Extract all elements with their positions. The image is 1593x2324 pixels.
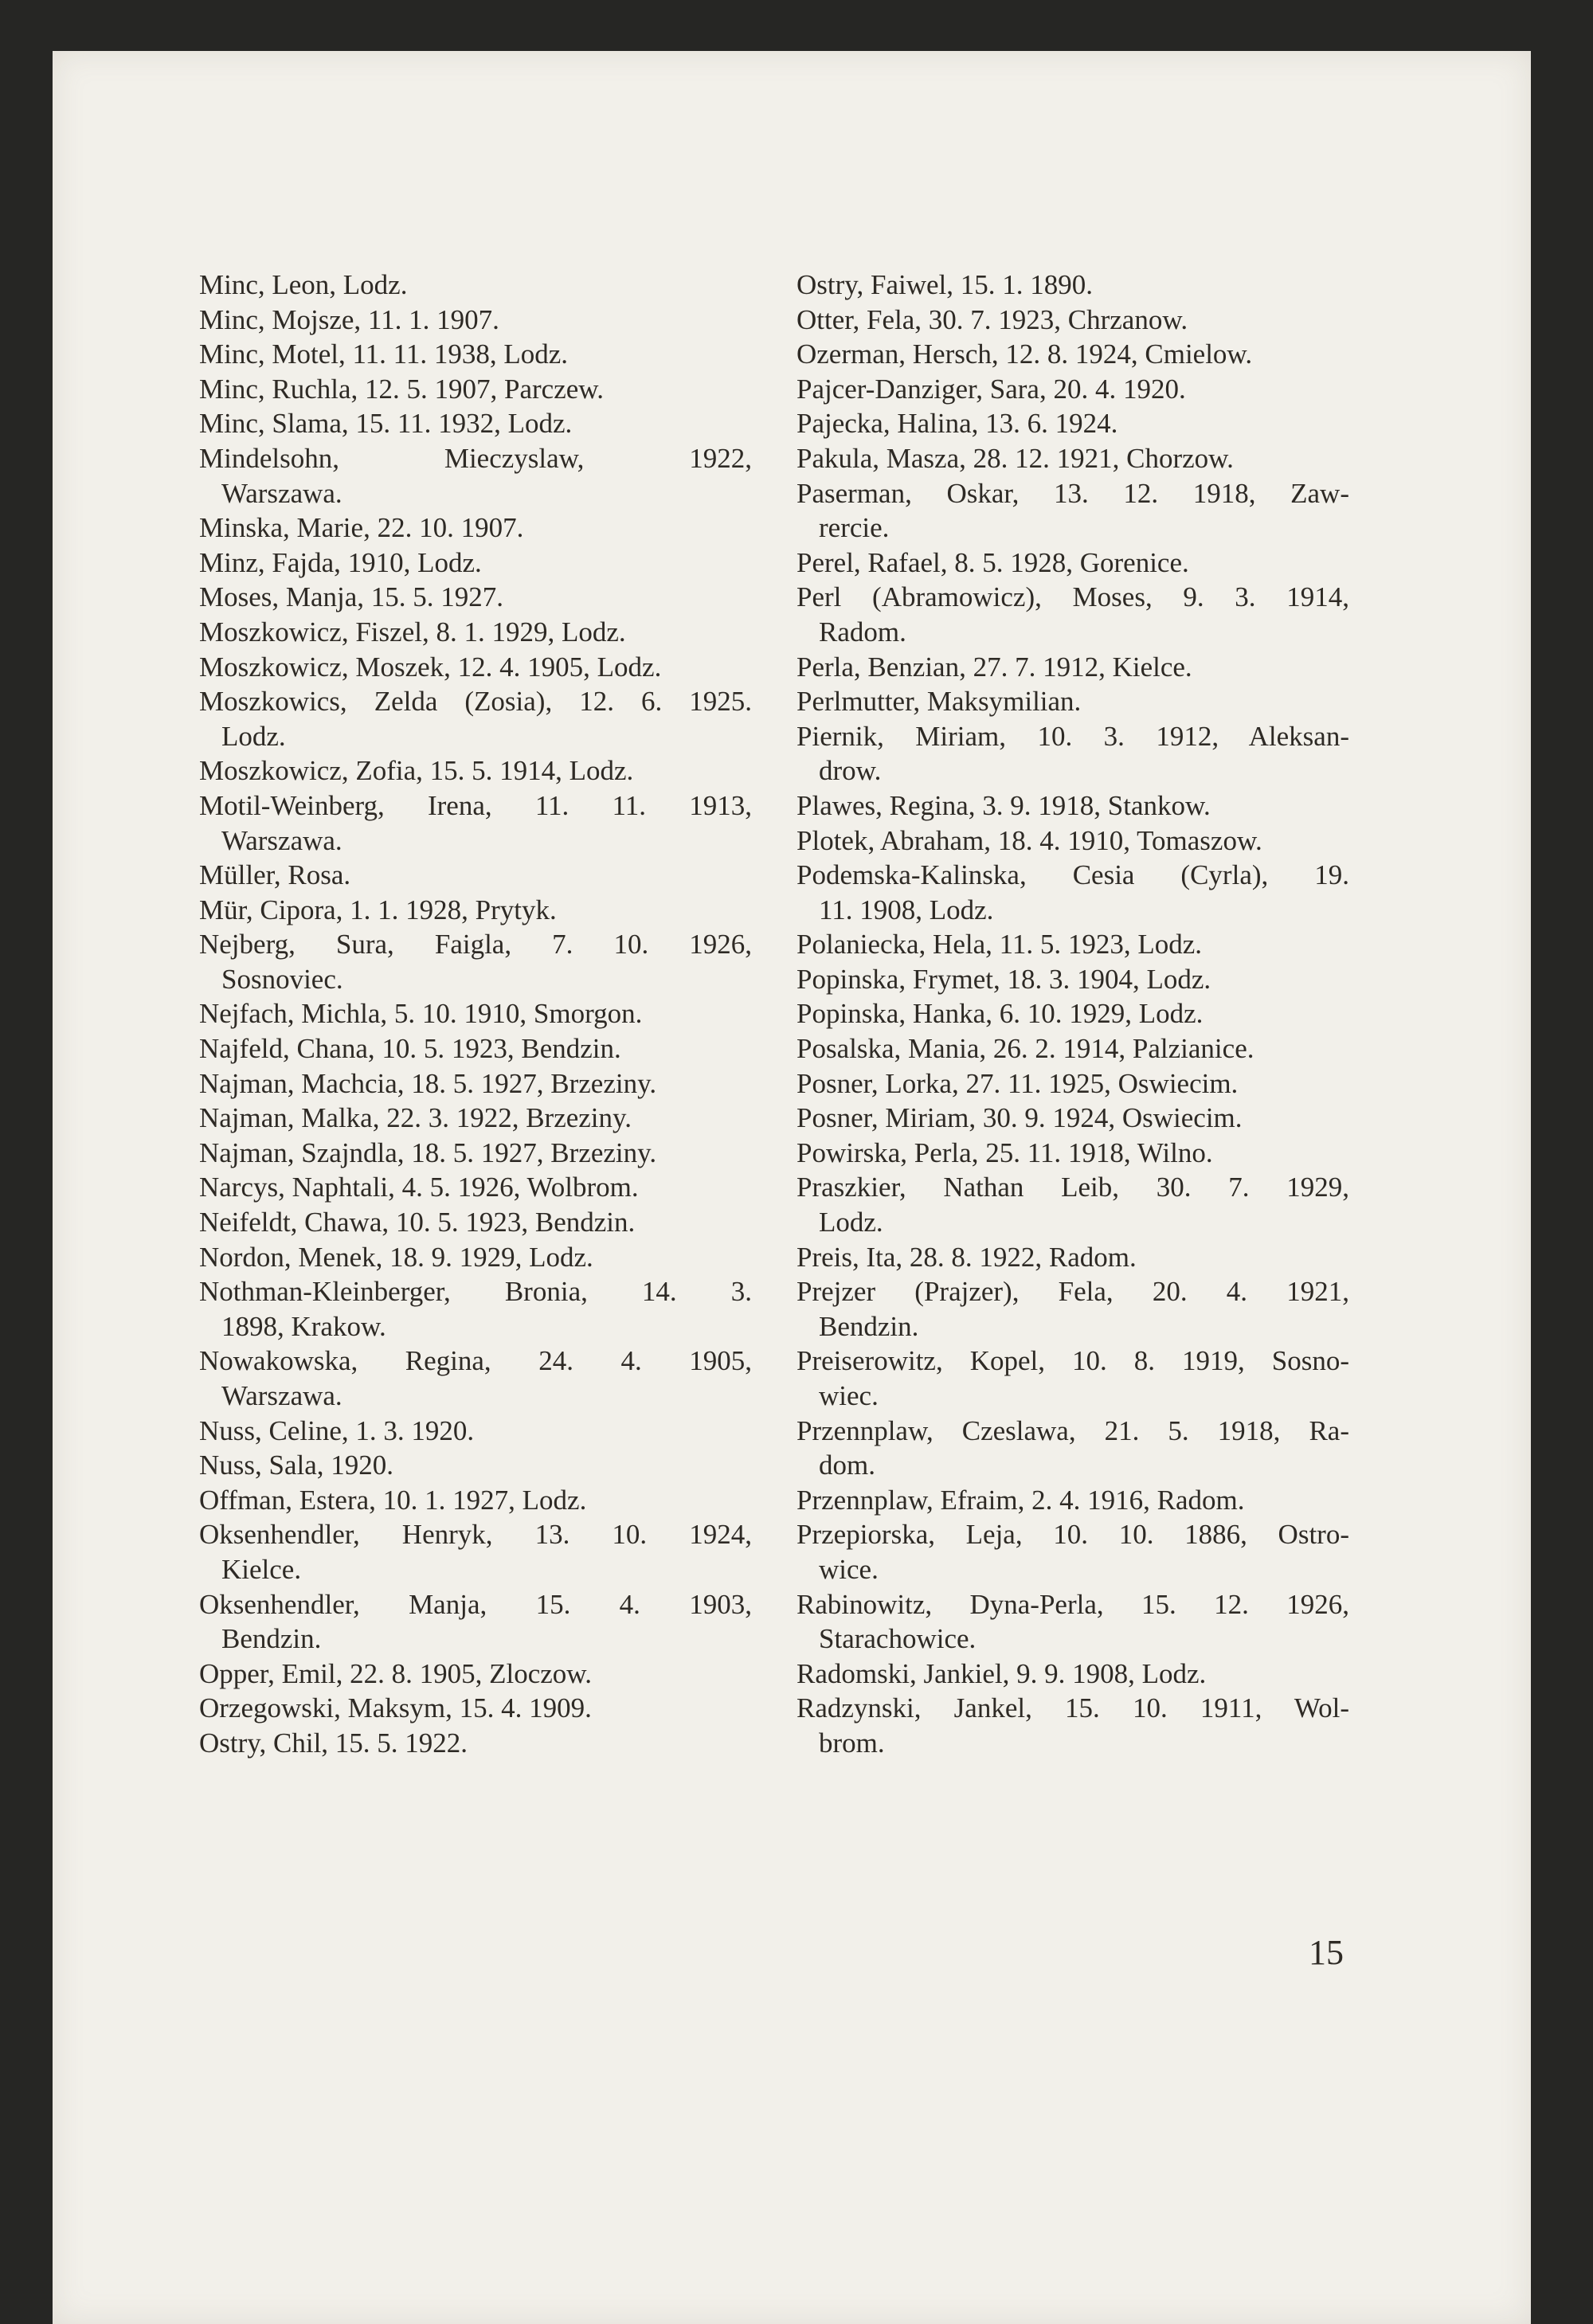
list-entry: [796, 268, 1349, 303]
entry-text: Perlmutter, Maksymilian.: [796, 686, 1082, 718]
entry-text: Offman, Estera, 10. 1. 1927, Lodz.: [199, 1484, 587, 1516]
list-entry: [199, 1344, 752, 1413]
list-entry: [796, 858, 1349, 927]
entry-text: Mindelsohn, Mieczyslaw, 1922,: [199, 442, 752, 474]
entry-continuation: Starachowice.: [819, 1623, 977, 1655]
entry-text: Moszkowicz, Fiszel, 8. 1. 1929, Lodz.: [199, 616, 626, 648]
list-entry: [796, 441, 1349, 476]
list-entry: [796, 1587, 1349, 1657]
list-entry: [796, 476, 1349, 546]
list-entry: [796, 337, 1349, 372]
entry-continuation: brom.: [819, 1727, 885, 1759]
list-entry: [796, 684, 1349, 719]
entry-text: Radzynski, Jankel, 15. 10. 1911, Wol-: [796, 1692, 1349, 1724]
entry-text: Przennplaw, Czeslawa, 21. 5. 1918, Ra-: [796, 1414, 1349, 1446]
entry-text: Minc, Motel, 11. 11. 1938, Lodz.: [199, 338, 569, 370]
entry-text: Podemska-Kalinska, Cesia (Cyrla), 19.: [796, 859, 1349, 891]
list-entry: [199, 268, 752, 303]
entry-text: Popinska, Hanka, 6. 10. 1929, Lodz.: [796, 998, 1204, 1030]
entry-text: Radomski, Jankiel, 9. 9. 1908, Lodz.: [796, 1657, 1207, 1689]
list-entry: [199, 1274, 752, 1344]
entry-text: Moszkowics, Zelda (Zosia), 12. 6. 1925.: [199, 686, 752, 718]
list-entry: [199, 1136, 752, 1171]
list-entry: [199, 511, 752, 546]
entry-text: Minc, Ruchla, 12. 5. 1907, Parczew.: [199, 373, 605, 405]
list-entry: [796, 788, 1349, 824]
list-entry: [796, 1170, 1349, 1239]
list-entry: [796, 650, 1349, 685]
entry-text: Ostry, Chil, 15. 5. 1922.: [199, 1727, 468, 1759]
list-entry: [796, 1031, 1349, 1066]
entry-continuation: Warszawa.: [221, 824, 342, 856]
entry-text: Piernik, Miriam, 10. 3. 1912, Aleksan-: [796, 720, 1349, 752]
entry-text: Powirska, Perla, 25. 11. 1918, Wilno.: [796, 1137, 1213, 1168]
list-entry: [199, 1101, 752, 1136]
entry-text: Pakula, Masza, 28. 12. 1921, Chorzow.: [796, 442, 1234, 474]
list-entry: [796, 824, 1349, 859]
list-entry: [199, 788, 752, 858]
list-entry: [796, 719, 1349, 788]
entry-text: Najman, Machcia, 18. 5. 1927, Brzeziny.: [199, 1067, 657, 1099]
list-entry: [796, 580, 1349, 649]
entry-text: Ostry, Faiwel, 15. 1. 1890.: [796, 269, 1094, 300]
entry-text: Nordon, Menek, 18. 9. 1929, Lodz.: [199, 1241, 593, 1273]
entry-text: Preis, Ita, 28. 8. 1922, Radom.: [796, 1241, 1137, 1273]
list-entry: [199, 1517, 752, 1587]
entry-text: Preiserowitz, Kopel, 10. 8. 1919, Sosno-: [796, 1345, 1349, 1377]
list-entry: [199, 441, 752, 511]
list-entry: [796, 303, 1349, 338]
entry-text: Najman, Malka, 22. 3. 1922, Brzeziny.: [199, 1102, 632, 1134]
list-entry: [199, 1031, 752, 1066]
entry-text: Minc, Leon, Lodz.: [199, 269, 408, 300]
list-entry: [199, 1170, 752, 1205]
list-entry: [796, 1691, 1349, 1760]
entry-text: Przepiorska, Leja, 10. 10. 1886, Ostro-: [796, 1519, 1349, 1551]
list-entry: [199, 927, 752, 996]
entry-text: Müller, Rosa.: [199, 859, 351, 891]
list-entry: [199, 893, 752, 928]
list-entry: [796, 1344, 1349, 1413]
list-entry: [796, 962, 1349, 997]
entry-continuation: wiec.: [819, 1380, 879, 1411]
list-entry: [199, 1483, 752, 1518]
entry-continuation: Lodz.: [819, 1207, 883, 1238]
list-entry: [796, 1066, 1349, 1101]
entry-text: Neifeldt, Chawa, 10. 5. 1923, Bendzin.: [199, 1207, 636, 1238]
entry-continuation: drow.: [819, 755, 882, 787]
entry-text: Praszkier, Nathan Leib, 30. 7. 1929,: [796, 1172, 1349, 1203]
entry-text: Nuss, Sala, 1920.: [199, 1450, 394, 1481]
entry-text: Perla, Benzian, 27. 7. 1912, Kielce.: [796, 651, 1192, 683]
list-entry: [199, 1414, 752, 1449]
entry-text: Polaniecka, Hela, 11. 5. 1923, Lodz.: [796, 929, 1202, 961]
entry-text: Posner, Miriam, 30. 9. 1924, Oswiecim.: [796, 1102, 1243, 1134]
entry-continuation: 11. 1908, Lodz.: [819, 894, 994, 925]
right-column: [796, 268, 1349, 1761]
entry-text: Nuss, Celine, 1. 3. 1920.: [199, 1414, 475, 1446]
entry-text: Pajcer-Danziger, Sara, 20. 4. 1920.: [796, 373, 1186, 405]
entry-text: Rabinowitz, Dyna-Perla, 15. 12. 1926,: [796, 1588, 1349, 1620]
list-entry: [796, 1101, 1349, 1136]
list-entry: [796, 927, 1349, 962]
entry-text: Nejfach, Michla, 5. 10. 1910, Smorgon.: [199, 998, 643, 1030]
list-entry: [796, 1657, 1349, 1692]
entry-text: Minc, Slama, 15. 11. 1932, Lodz.: [199, 408, 573, 440]
list-entry: [199, 580, 752, 615]
list-entry: [796, 406, 1349, 441]
entry-text: Perl (Abramowicz), Moses, 9. 3. 1914,: [796, 581, 1349, 613]
list-entry: [199, 1205, 752, 1240]
entry-text: Popinska, Frymet, 18. 3. 1904, Lodz.: [796, 963, 1211, 995]
document-page: [53, 51, 1531, 2324]
entry-text: Plotek, Abraham, 18. 4. 1910, Tomaszow.: [796, 824, 1262, 856]
list-entry: [796, 1136, 1349, 1171]
entry-text: Oksenhendler, Henryk, 13. 10. 1924,: [199, 1519, 752, 1551]
list-entry: [796, 996, 1349, 1031]
entry-text: Posner, Lorka, 27. 11. 1925, Oswiecim.: [796, 1067, 1239, 1099]
entry-text: Prejzer (Prajzer), Fela, 20. 4. 1921,: [796, 1276, 1349, 1308]
entry-text: Moses, Manja, 15. 5. 1927.: [199, 581, 504, 613]
list-entry: [199, 1448, 752, 1483]
entry-text: Posalska, Mania, 26. 2. 1914, Palzianice.: [796, 1033, 1254, 1065]
entry-continuation: Kielce.: [221, 1553, 302, 1585]
entry-continuation: Warszawa.: [221, 477, 342, 509]
entry-text: Mür, Cipora, 1. 1. 1928, Prytyk.: [199, 894, 557, 925]
entry-text: Oksenhendler, Manja, 15. 4. 1903,: [199, 1588, 752, 1620]
entry-text: Narcys, Naphtali, 4. 5. 1926, Wolbrom.: [199, 1172, 639, 1203]
entry-text: Otter, Fela, 30. 7. 1923, Chrzanow.: [796, 303, 1188, 335]
entry-continuation: Warszawa.: [221, 1380, 342, 1411]
entry-continuation: 1898, Krakow.: [221, 1310, 386, 1342]
entry-continuation: rercie.: [819, 512, 890, 544]
entry-text: Najman, Szajndla, 18. 5. 1927, Brzeziny.: [199, 1137, 657, 1168]
entry-text: Ozerman, Hersch, 12. 8. 1924, Cmielow.: [796, 338, 1253, 370]
entry-text: Pajecka, Halina, 13. 6. 1924.: [796, 408, 1118, 440]
list-entry: [199, 684, 752, 753]
entry-text: Perel, Rafael, 8. 5. 1928, Gorenice.: [796, 546, 1189, 578]
entry-continuation: wice.: [819, 1553, 879, 1585]
entry-text: Moszkowicz, Moszek, 12. 4. 1905, Lodz.: [199, 651, 662, 683]
entry-continuation: Lodz.: [221, 720, 286, 752]
entry-text: Przennplaw, Efraim, 2. 4. 1916, Radom.: [796, 1484, 1245, 1516]
list-entry: [199, 615, 752, 650]
list-entry: [199, 1240, 752, 1275]
entry-text: Najfeld, Chana, 10. 5. 1923, Bendzin.: [199, 1033, 621, 1065]
list-entry: [199, 1587, 752, 1657]
entry-text: Motil-Weinberg, Irena, 11. 11. 1913,: [199, 789, 752, 821]
list-entry: [199, 372, 752, 407]
entry-continuation: Bendzin.: [221, 1623, 322, 1655]
entry-text: Moszkowicz, Zofia, 15. 5. 1914, Lodz.: [199, 755, 634, 787]
entry-continuation: Sosnoviec.: [221, 963, 343, 995]
entry-text: Nowakowska, Regina, 24. 4. 1905,: [199, 1345, 752, 1377]
list-entry: [796, 372, 1349, 407]
list-entry: [199, 1657, 752, 1692]
list-entry: [796, 1483, 1349, 1518]
entry-text: Orzegowski, Maksym, 15. 4. 1909.: [199, 1692, 592, 1724]
list-entry: [796, 1240, 1349, 1275]
entry-text: Minz, Fajda, 1910, Lodz.: [199, 546, 482, 578]
entry-text: Paserman, Oskar, 13. 12. 1918, Zaw-: [796, 477, 1349, 509]
list-entry: [199, 858, 752, 893]
list-entry: [199, 753, 752, 788]
list-entry: [796, 546, 1349, 581]
entry-text: Nejberg, Sura, Faigla, 7. 10. 1926,: [199, 929, 752, 961]
list-entry: [199, 1066, 752, 1101]
list-entry: [199, 546, 752, 581]
entry-continuation: Bendzin.: [819, 1310, 919, 1342]
left-column: [199, 268, 752, 1761]
list-entry: [796, 1414, 1349, 1483]
list-entry: [199, 303, 752, 338]
list-entry: [199, 996, 752, 1031]
entry-continuation: dom.: [819, 1450, 875, 1481]
entry-continuation: Radom.: [819, 616, 906, 648]
list-entry: [199, 1726, 752, 1761]
page-number: 15: [1309, 1933, 1344, 1972]
entry-text: Opper, Emil, 22. 8. 1905, Zloczow.: [199, 1657, 593, 1689]
list-entry: [796, 1274, 1349, 1344]
entry-text: Plawes, Regina, 3. 9. 1918, Stankow.: [796, 789, 1211, 821]
list-entry: [199, 337, 752, 372]
entry-text: Nothman-Kleinberger, Bronia, 14. 3.: [199, 1276, 752, 1308]
entry-text: Minska, Marie, 22. 10. 1907.: [199, 512, 524, 544]
list-entry: [199, 650, 752, 685]
list-entry: [199, 406, 752, 441]
entry-text: Minc, Mojsze, 11. 1. 1907.: [199, 303, 499, 335]
list-entry: [796, 1517, 1349, 1587]
list-entry: [199, 1691, 752, 1726]
